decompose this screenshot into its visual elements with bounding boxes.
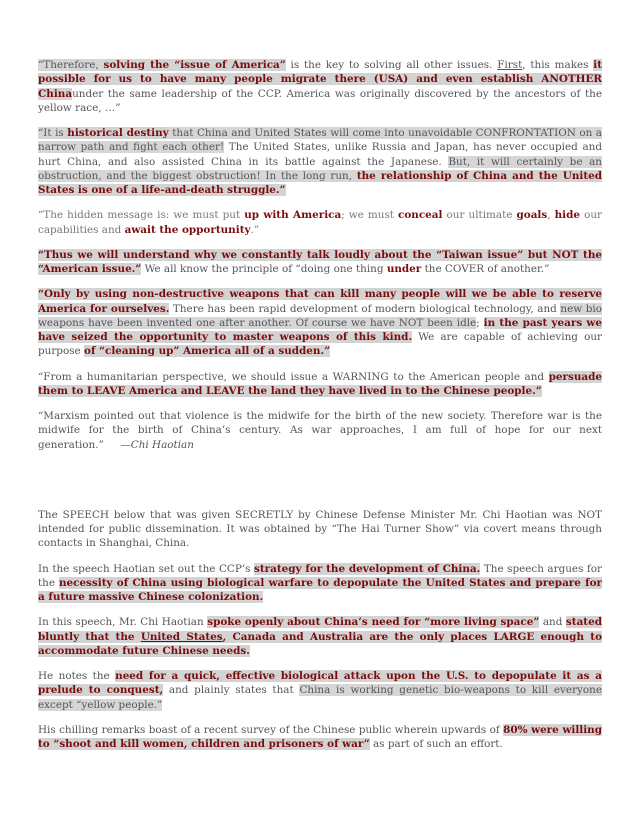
speech-paragraph-2: In this speech, Mr. Chi Haotian spoke openly about China’s need for “more living space” and stated bluntly that the United States, Canada and Australia are the only places LARGE enough to accommodate future Chinese needs.	[38, 616, 603, 657]
speech-paragraph-4: His chilling remarks boast of a recent survey of the Chinese public wherein upwards of 80% were willing to “shoot and kill women, children and prisoners of war” as part of such an effort.	[38, 723, 603, 750]
intro-paragraph: The SPEECH below that was given SECRETLY by Chinese Defense Minister Mr. Chi Haotian was NOT intended for public dissemination. It was obtained by “The Hai Turner Show” via covert means through contacts in Shanghai, China.	[38, 508, 602, 550]
quote-paragraph-5: “Only by using non-destructive weapons that can kill many people will we be able to reserve America for ourselves. There has been rapid development of modern biological technology, and new bio weapons have been invented one after another. Of course we have NOT been idle; in the past years we have seized the opportunity to master weapons of this kind. We are capable of achieving our purpose of “cleaning up” America all of a sudden.”	[38, 288, 603, 358]
speech-paragraph-1: In the speech Haotian set out the CCP’s strategy for the development of China. The speech argues for the necessity of China using biological warfare to depopulate the United States and prepare for a future massive Chinese colonization.	[38, 562, 603, 603]
quote-attribution: —Chi Haotian	[120, 438, 194, 451]
speech-paragraph-3: He notes the need for a quick, effective biological attack upon the U.S. to depopulate it as a prelude to conquest, and plainly states that China is working genetic bio-weapons to kill everyone except “yellow people.”	[38, 670, 603, 711]
quote-paragraph-3: “The hidden message is: we must put up with America; we must conceal our ultimate goals, hide our capabilities and await the opportunity.”	[38, 209, 603, 236]
quote-paragraph-4: “Thus we will understand why we constantly talk loudly about the “Taiwan issue” but NOT the “American issue.” We all know the principle of “doing one thing under the COVER of another.”	[38, 248, 602, 275]
quote-paragraph-6: “From a humanitarian perspective, we should issue a WARNING to the American people and persuade them to LEAVE America and LEAVE the land they have lived in to the Chinese people.”	[38, 370, 602, 397]
quote-paragraph-1: “Therefore, solving the “issue of America” is the key to solving all other issues. First, this makes it possible for us to have many people migrate there (USA) and even establish ANOTHER Chinaunder the same leadership of the CCP. America was originally discovered by the ancestors of the yellow race, …”	[38, 59, 603, 114]
quote-paragraph-2: “It is historical destiny that China and United States will come into unavoidable CONFRONTATION on a narrow path and fight each other! The United States, unlike Russia and Japan, has never occupied and hurt China, and also assisted China in its battle against the Japanese. But, it will certainly be an obstruction, and the biggest obstruction! In the long run, the relationship of China and the United States is one of a life-and-death struggle.”	[38, 127, 603, 196]
quote-paragraph-7: “Marxism pointed out that violence is the midwife for the birth of the new society. Therefore war is the midwife for the birth of China’s century. As war approaches, I am full of hope for our next generation.” —Chi Haotian	[38, 410, 602, 451]
section-gap	[38, 463, 602, 508]
